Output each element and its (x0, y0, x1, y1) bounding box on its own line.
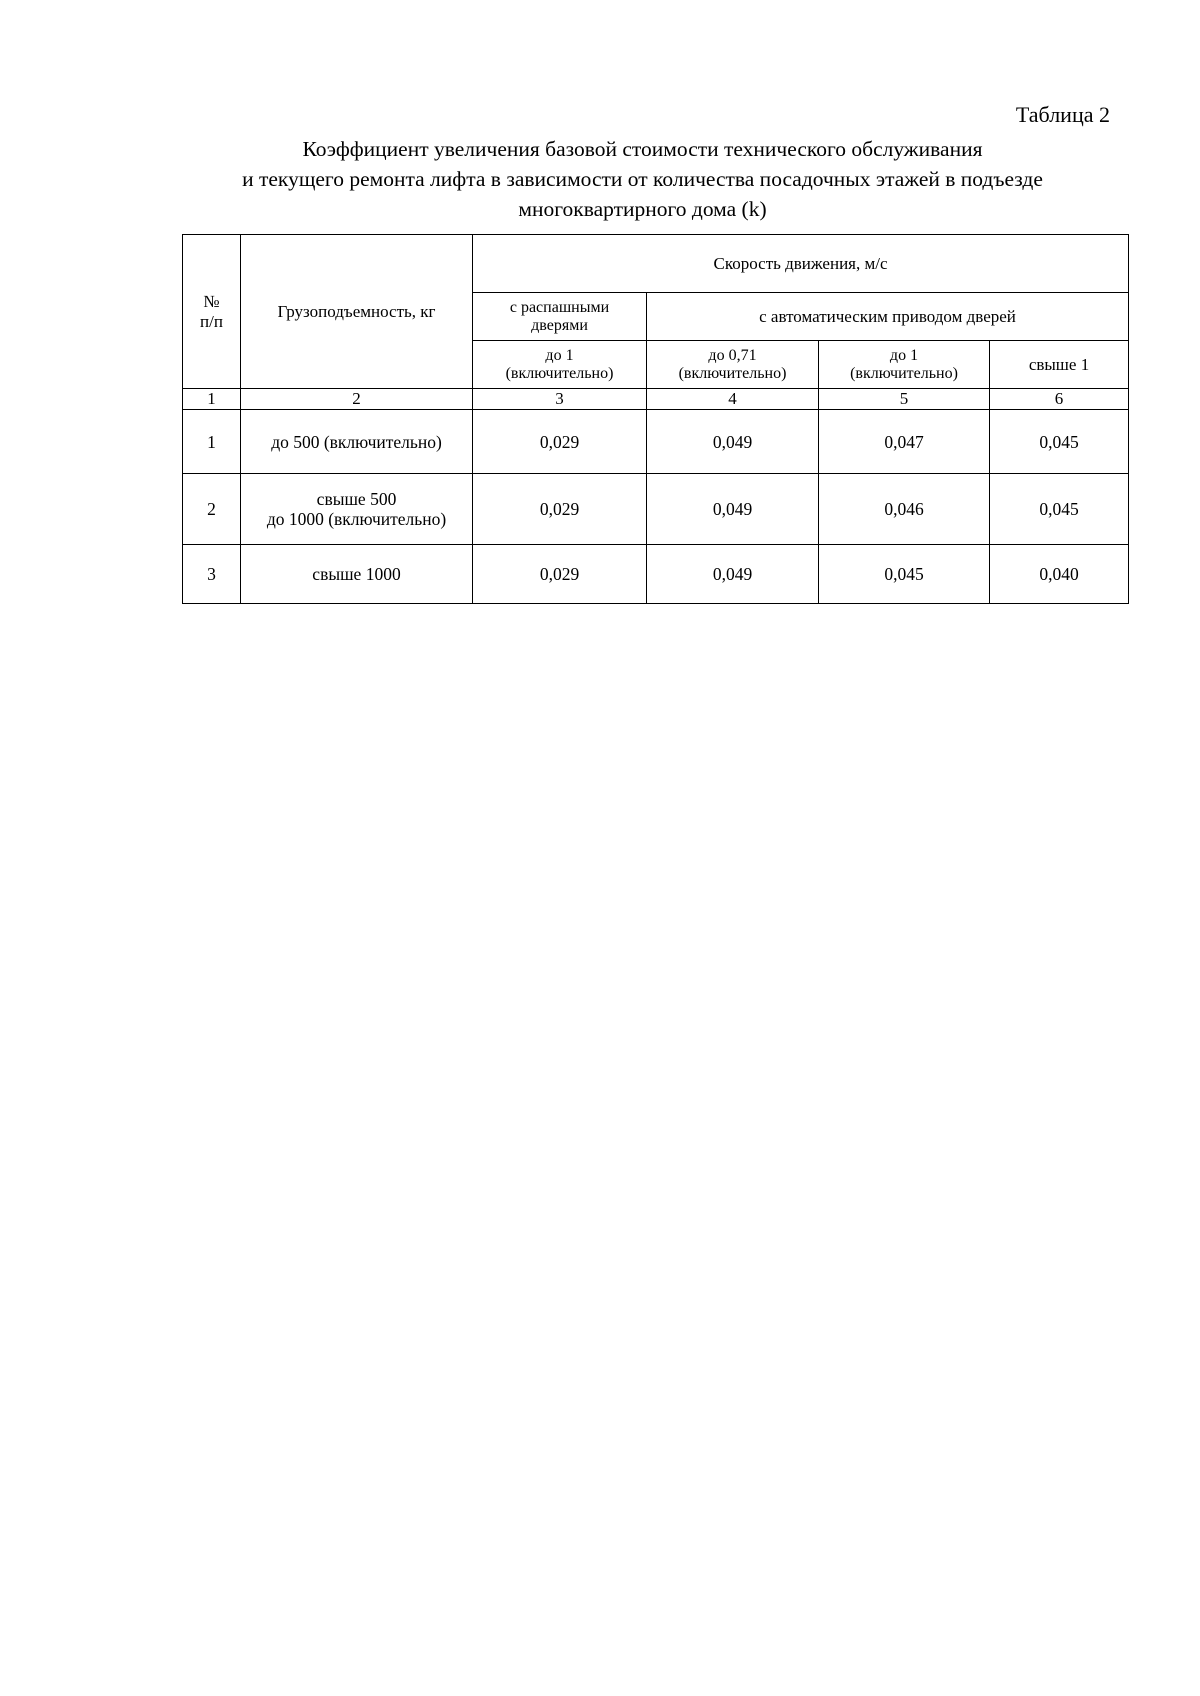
speed-col-line: (включительно) (850, 364, 958, 382)
speed-col-line: до 1 (545, 346, 574, 364)
speed-col-line: (включительно) (678, 364, 787, 382)
table-row (183, 545, 1129, 604)
row-num: 3 (183, 545, 241, 604)
coefficient-table (182, 234, 1129, 604)
capacity-line: до 1000 (включительно) (266, 509, 447, 529)
header-num-line: п/п (200, 311, 223, 331)
column-number: 6 (990, 389, 1129, 410)
column-number-row (183, 389, 1129, 410)
title-line: Коэффициент увеличения базовой стоимости технического обслуживания (302, 137, 983, 161)
header-num (183, 235, 241, 389)
column-number: 5 (819, 389, 990, 410)
row-capacity (241, 474, 473, 545)
header-swing-doors (473, 293, 647, 341)
row-capacity (241, 545, 473, 604)
row-value: 0,029 (473, 545, 647, 604)
table-row (183, 410, 1129, 474)
capacity-line: до 500 (включительно) (271, 431, 442, 452)
row-value: 0,049 (647, 474, 819, 545)
speed-col-line: до 1 (889, 346, 919, 364)
row-value: 0,045 (819, 545, 990, 604)
header-swing-line: с распашными (509, 298, 610, 316)
row-value: 0,049 (647, 410, 819, 474)
header-auto-doors: с автоматическим приводом дверей (647, 293, 1129, 341)
header-speed: Скорость движения, м/с (473, 235, 1129, 293)
document-title (170, 134, 1115, 224)
header-speed-col-4 (647, 341, 819, 389)
title-line: многоквартирного дома (k) (518, 197, 767, 221)
header-speed-col-5 (819, 341, 990, 389)
speed-col-line: до 0,71 (708, 346, 757, 364)
column-number: 4 (647, 389, 819, 410)
row-num: 2 (183, 474, 241, 545)
header-num-line: № (203, 291, 220, 311)
row-value: 0,040 (990, 545, 1129, 604)
column-number: 3 (473, 389, 647, 410)
column-number: 2 (241, 389, 473, 410)
row-value: 0,045 (990, 410, 1129, 474)
row-capacity (241, 410, 473, 474)
title-line: и текущего ремонта лифта в зависимости от количества посадочных этажей в подъезде (242, 167, 1043, 191)
row-value: 0,049 (647, 545, 819, 604)
column-number: 1 (183, 389, 241, 410)
header-capacity: Грузоподъемность, кг (241, 235, 473, 389)
header-speed-col-6 (990, 341, 1129, 389)
capacity-line: свыше 500 (316, 489, 397, 509)
speed-col-line: свыше 1 (1028, 354, 1090, 374)
capacity-line: свыше 1000 (312, 564, 401, 584)
row-value: 0,029 (473, 410, 647, 474)
header-swing-line: дверями (531, 316, 588, 334)
table-label: Таблица 2 (1015, 102, 1110, 127)
speed-col-line: (включительно) (505, 364, 614, 382)
row-value: 0,029 (473, 474, 647, 545)
table-row (183, 474, 1129, 545)
row-num: 1 (183, 410, 241, 474)
header-speed-col-3 (473, 341, 647, 389)
row-value: 0,046 (819, 474, 990, 545)
row-value: 0,045 (990, 474, 1129, 545)
row-value: 0,047 (819, 410, 990, 474)
